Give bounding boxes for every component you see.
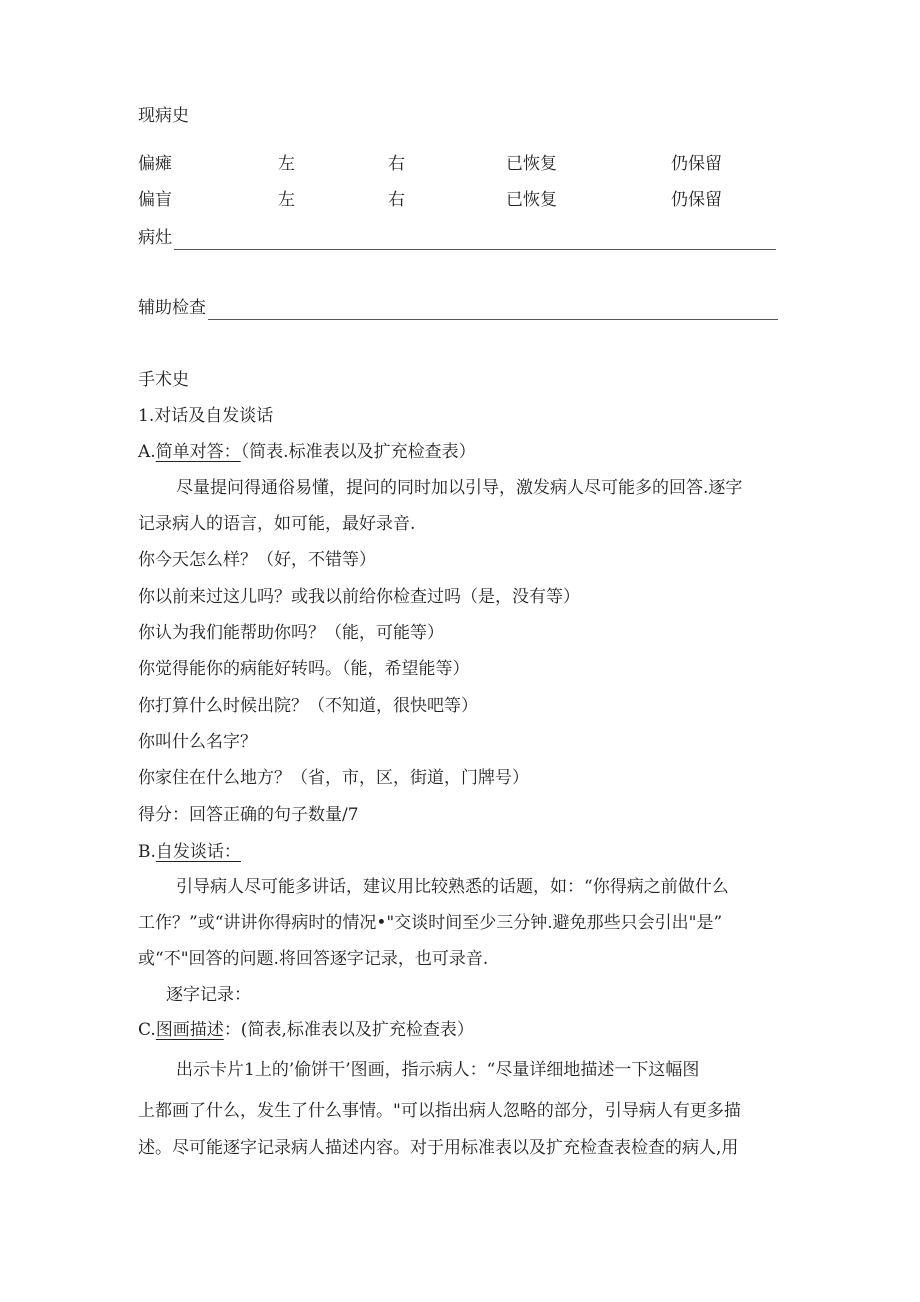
symptom-label: 偏盲 [138, 190, 172, 210]
lesion-field [138, 226, 776, 250]
option-left: 左 [278, 190, 295, 210]
option-retained: 仍保留 [671, 190, 722, 210]
subsection-a-prefix: A. [138, 442, 156, 462]
paragraph-line: 工作？”或“讲讲你得病时的情况•"交谈时间至少三分钟.避免那些只会引出"是” [138, 913, 723, 933]
subsection-b-heading [138, 840, 241, 864]
verbatim-record-label: 逐字记录： [166, 985, 251, 1005]
paragraph-line: 上都画了什么，发生了什么事情。"可以指出病人忽略的部分，引导病人有更多描 [138, 1101, 741, 1121]
question-item: 你打算什么时候出院？（不知道，很快吧等） [138, 696, 478, 716]
paragraph-line: 尽量提问得通俗易懂，提问的同时加以引导，激发病人尽可能多的回答.逐字 [176, 478, 743, 498]
auxiliary-exam-label: 辅助检查 [138, 298, 206, 318]
option-recovered: 已恢复 [506, 154, 557, 174]
section-title-surgical-history: 手术史 [138, 370, 189, 390]
lesion-label: 病灶 [138, 228, 172, 248]
option-right: 右 [388, 154, 405, 174]
auxiliary-exam-blank-line[interactable] [208, 301, 778, 320]
subsection-a-note: （简表.标准表以及扩充检查表） [240, 442, 476, 462]
option-retained: 仍保留 [671, 154, 722, 174]
subsection-c-title: 图画描述 [155, 1020, 224, 1040]
paragraph-line: 或“不"回答的问题.将回答逐字记录，也可录音. [138, 949, 489, 969]
subsection-a-heading [138, 440, 476, 464]
subsection-c-heading [138, 1018, 474, 1042]
section-title-present-history: 现病史 [138, 106, 189, 126]
paragraph-line: 述。尽可能逐字记录病人描述内容。对于用标准表以及扩充检查表检查的病人,用 [138, 1138, 739, 1158]
symptom-label: 偏瘫 [138, 154, 172, 174]
paragraph-line: 引导病人尽可能多讲话，建议用比较熟悉的话题，如：“你得病之前做什么 [176, 877, 729, 897]
question-item: 你以前来过这儿吗？或我以前给你检查过吗（是，没有等） [138, 587, 580, 607]
subsection-a-title: 简单对答： [155, 442, 241, 462]
paragraph-line: 记录病人的语言，如可能，最好录音. [138, 514, 416, 534]
subsection-b-prefix: B. [138, 842, 156, 862]
question-item: 你觉得能你的病能好转吗。（能，希望能等） [138, 659, 470, 679]
lesion-blank-line[interactable] [174, 231, 776, 250]
question-item: 你家住在什么地方？（省，市，区，街道，门牌号） [138, 768, 529, 788]
question-item: 你今天怎么样？（好，不错等） [138, 550, 376, 570]
subsection-b-title: 自发谈话： [155, 842, 241, 862]
paragraph-line: 出示卡片1上的’偷饼干’图画，指示病人：“尽量详细地描述一下这幅图 [176, 1060, 700, 1080]
question-item: 你认为我们能帮助你吗？（能，可能等） [138, 623, 444, 643]
score-line: 得分：回答正确的句子数量/7 [138, 805, 359, 825]
option-right: 右 [388, 190, 405, 210]
subsection-c-prefix: C. [138, 1020, 156, 1040]
question-item: 你叫什么名字？ [138, 732, 257, 752]
auxiliary-exam-field [138, 296, 778, 320]
option-recovered: 已恢复 [506, 190, 557, 210]
option-left: 左 [278, 154, 295, 174]
section-heading: 1.对话及自发谈话 [138, 406, 274, 426]
subsection-c-note: ：(简表,标准表以及扩充检查表） [223, 1020, 474, 1040]
